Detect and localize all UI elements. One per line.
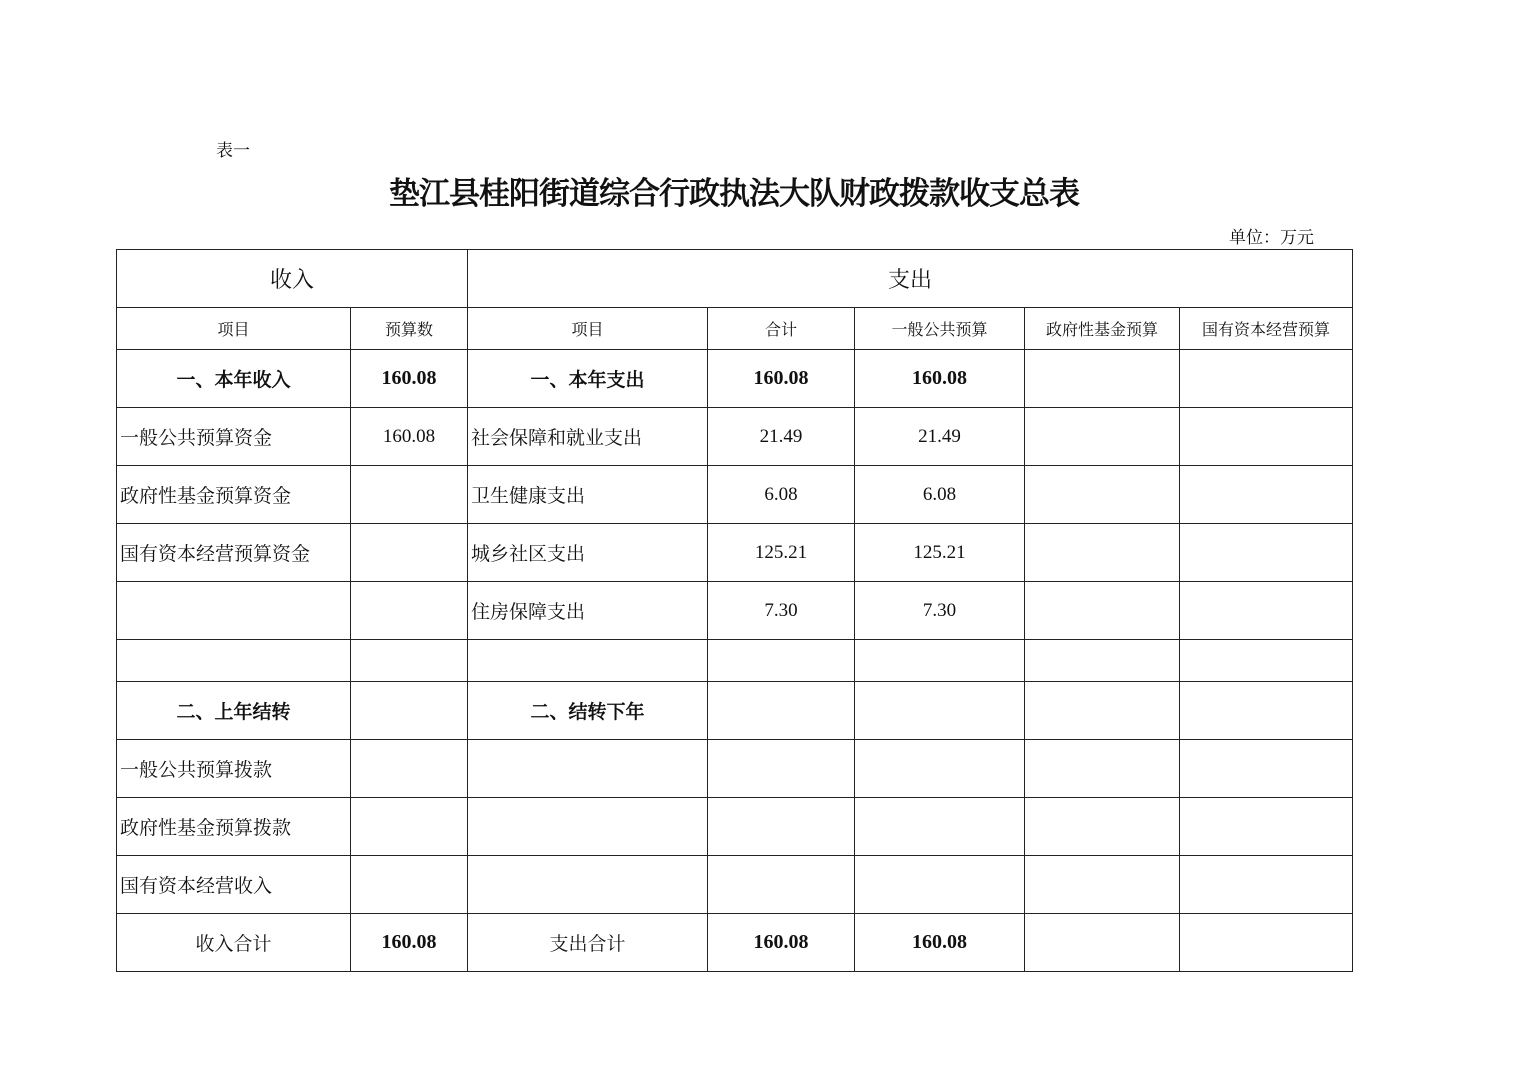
income-budget-cell xyxy=(351,798,468,856)
table-row xyxy=(117,740,1353,798)
income-item-cell: 国有资本经营预算资金 xyxy=(117,524,351,582)
section-header-row xyxy=(117,250,1353,308)
gov-fund-cell xyxy=(1025,524,1180,582)
total-cell: 7.30 xyxy=(708,582,855,640)
general-budget-cell xyxy=(855,798,1025,856)
col-header-expense-item: 项目 xyxy=(468,308,708,350)
general-budget-total-value: 160.08 xyxy=(855,914,1025,972)
total-cell xyxy=(708,740,855,798)
table-row xyxy=(117,350,1353,408)
expense-item-cell: 城乡社区支出 xyxy=(468,524,708,582)
state-capital-cell xyxy=(1180,408,1353,466)
expense-item-cell: 住房保障支出 xyxy=(468,582,708,640)
general-budget-cell: 21.49 xyxy=(855,408,1025,466)
expense-item-cell: 卫生健康支出 xyxy=(468,466,708,524)
table-row xyxy=(117,856,1353,914)
income-item-cell: 国有资本经营收入 xyxy=(117,856,351,914)
income-budget-cell xyxy=(351,582,468,640)
document-title: 垫江县桂阳街道综合行政执法大队财政拨款收支总表 xyxy=(389,176,1079,212)
col-header-income-item: 项目 xyxy=(117,308,351,350)
income-item-cell xyxy=(117,640,351,682)
state-capital-cell xyxy=(1180,856,1353,914)
state-capital-cell xyxy=(1180,740,1353,798)
general-budget-cell xyxy=(855,682,1025,740)
total-cell: 125.21 xyxy=(708,524,855,582)
gov-fund-cell xyxy=(1025,740,1180,798)
general-budget-cell: 6.08 xyxy=(855,466,1025,524)
income-budget-cell xyxy=(351,466,468,524)
expense-item-cell: 一、本年支出 xyxy=(468,350,708,408)
total-cell xyxy=(708,856,855,914)
income-total-label: 收入合计 xyxy=(117,914,351,972)
expense-total-label: 支出合计 xyxy=(468,914,708,972)
income-budget-cell xyxy=(351,524,468,582)
unit-label: 单位：万元 xyxy=(1229,228,1314,248)
total-cell xyxy=(708,682,855,740)
general-budget-cell: 125.21 xyxy=(855,524,1025,582)
table-row xyxy=(117,466,1353,524)
general-budget-cell xyxy=(855,640,1025,682)
budget-table xyxy=(116,249,1353,972)
state-capital-cell xyxy=(1180,798,1353,856)
state-capital-cell xyxy=(1180,640,1353,682)
gov-fund-cell xyxy=(1025,682,1180,740)
col-header-state-capital-budget: 国有资本经营预算 xyxy=(1180,308,1353,350)
gov-fund-total-value xyxy=(1025,914,1180,972)
table-row xyxy=(117,798,1353,856)
income-budget-cell xyxy=(351,740,468,798)
col-header-gov-fund-budget: 政府性基金预算 xyxy=(1025,308,1180,350)
gov-fund-cell xyxy=(1025,350,1180,408)
total-cell: 6.08 xyxy=(708,466,855,524)
expense-section-header: 支出 xyxy=(468,250,1353,308)
expense-item-cell xyxy=(468,856,708,914)
state-capital-cell xyxy=(1180,682,1353,740)
general-budget-cell: 160.08 xyxy=(855,350,1025,408)
income-total-value: 160.08 xyxy=(351,914,468,972)
expense-item-cell xyxy=(468,640,708,682)
state-capital-cell xyxy=(1180,350,1353,408)
income-item-cell: 一、本年收入 xyxy=(117,350,351,408)
income-item-cell: 政府性基金预算拨款 xyxy=(117,798,351,856)
total-cell: 160.08 xyxy=(708,350,855,408)
table-row xyxy=(117,682,1353,740)
gov-fund-cell xyxy=(1025,466,1180,524)
income-item-cell: 一般公共预算资金 xyxy=(117,408,351,466)
general-budget-cell xyxy=(855,856,1025,914)
table-row xyxy=(117,408,1353,466)
totals-row xyxy=(117,914,1353,972)
general-budget-cell xyxy=(855,740,1025,798)
gov-fund-cell xyxy=(1025,640,1180,682)
income-budget-cell: 160.08 xyxy=(351,408,468,466)
expense-item-cell xyxy=(468,740,708,798)
gov-fund-cell xyxy=(1025,798,1180,856)
expense-item-cell: 二、结转下年 xyxy=(468,682,708,740)
total-cell xyxy=(708,640,855,682)
expense-item-cell: 社会保障和就业支出 xyxy=(468,408,708,466)
income-section-header: 收入 xyxy=(117,250,468,308)
table-row xyxy=(117,582,1353,640)
table-row xyxy=(117,640,1353,682)
col-header-general-public-budget: 一般公共预算 xyxy=(855,308,1025,350)
gov-fund-cell xyxy=(1025,582,1180,640)
income-budget-cell xyxy=(351,856,468,914)
state-capital-cell xyxy=(1180,466,1353,524)
gov-fund-cell xyxy=(1025,408,1180,466)
state-capital-total-value xyxy=(1180,914,1353,972)
income-item-cell: 政府性基金预算资金 xyxy=(117,466,351,524)
income-item-cell: 一般公共预算拨款 xyxy=(117,740,351,798)
table-label: 表一 xyxy=(216,141,250,161)
income-budget-cell xyxy=(351,682,468,740)
col-header-total: 合计 xyxy=(708,308,855,350)
income-item-cell xyxy=(117,582,351,640)
expense-item-cell xyxy=(468,798,708,856)
income-item-cell: 二、上年结转 xyxy=(117,682,351,740)
state-capital-cell xyxy=(1180,582,1353,640)
expense-total-value: 160.08 xyxy=(708,914,855,972)
total-cell: 21.49 xyxy=(708,408,855,466)
gov-fund-cell xyxy=(1025,856,1180,914)
total-cell xyxy=(708,798,855,856)
table-row xyxy=(117,524,1353,582)
column-header-row xyxy=(117,308,1353,350)
state-capital-cell xyxy=(1180,524,1353,582)
general-budget-cell: 7.30 xyxy=(855,582,1025,640)
col-header-income-budget: 预算数 xyxy=(351,308,468,350)
income-budget-cell xyxy=(351,640,468,682)
income-budget-cell: 160.08 xyxy=(351,350,468,408)
